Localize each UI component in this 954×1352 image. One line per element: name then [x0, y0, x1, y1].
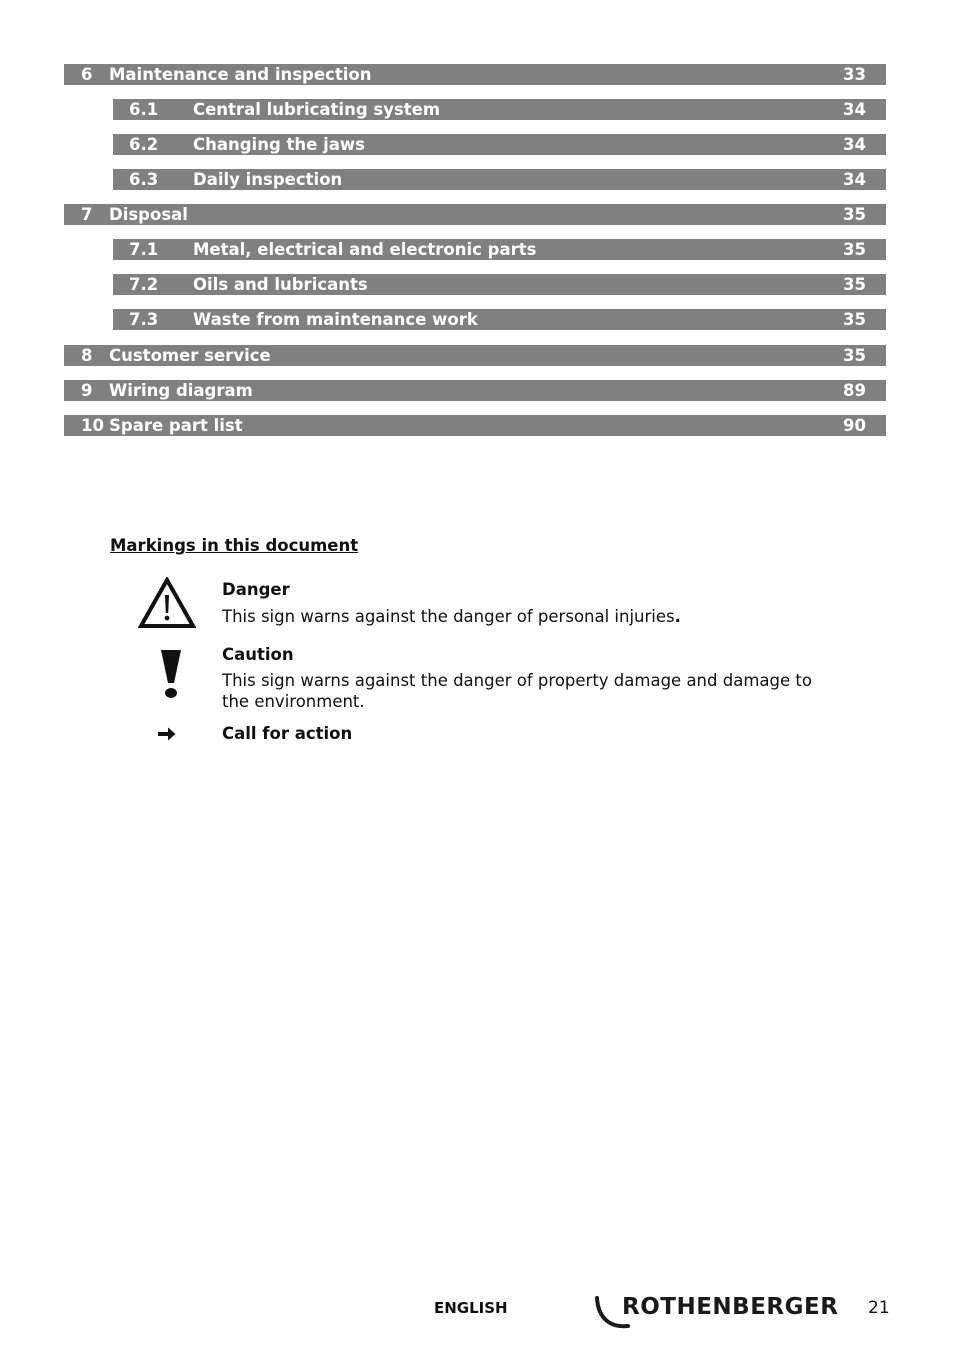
toc-entry[interactable]	[113, 169, 886, 190]
caution-text: This sign warns against the danger of property damage and damage to the environment.	[222, 671, 812, 711]
toc-page: 35	[843, 346, 866, 365]
toc-title: Customer service	[109, 346, 271, 365]
warning-triangle-icon	[138, 577, 196, 633]
toc-title: Daily inspection	[193, 170, 343, 189]
toc-entry[interactable]	[113, 99, 886, 120]
toc-page: 35	[843, 310, 866, 329]
toc-page: 34	[843, 170, 866, 189]
toc-page: 34	[843, 135, 866, 154]
toc-title: Maintenance and inspection	[109, 65, 372, 84]
toc-page: 35	[843, 240, 866, 259]
toc-number: 7	[81, 205, 93, 224]
arrow-right-icon	[157, 726, 177, 746]
toc-title: Spare part list	[109, 416, 243, 435]
exclamation-icon	[159, 649, 183, 703]
toc-number: 7.2	[129, 275, 159, 294]
toc-number: 6.2	[129, 135, 159, 154]
toc-title: Disposal	[109, 205, 188, 224]
toc-page: 35	[843, 205, 866, 224]
toc-page: 35	[843, 275, 866, 294]
toc-number: 8	[81, 346, 93, 365]
toc-number: 6.3	[129, 170, 159, 189]
danger-title: Danger	[222, 580, 290, 599]
logo-text: ROTHENBERGER	[622, 1294, 839, 1320]
toc-page: 90	[843, 416, 866, 435]
toc-entry[interactable]	[113, 309, 886, 330]
toc-title: Oils and lubricants	[193, 275, 368, 294]
toc-entry[interactable]	[64, 204, 886, 225]
toc-entry[interactable]	[64, 415, 886, 436]
toc-entry[interactable]	[64, 380, 886, 401]
toc-page: 89	[843, 381, 866, 400]
toc-entry[interactable]	[113, 239, 886, 260]
toc-title: Metal, electrical and electronic parts	[193, 240, 537, 259]
toc-entry[interactable]	[64, 345, 886, 366]
toc-entry[interactable]	[113, 274, 886, 295]
toc-number: 7.1	[129, 240, 159, 259]
footer-language: ENGLISH	[434, 1299, 508, 1317]
toc-title: Waste from maintenance work	[193, 310, 478, 329]
danger-text	[222, 606, 842, 627]
toc-entry[interactable]	[64, 64, 886, 85]
toc-number: 6	[81, 65, 93, 84]
toc-number: 6.1	[129, 100, 159, 119]
action-title: Call for action	[222, 724, 353, 743]
toc-title: Central lubricating system	[193, 100, 441, 119]
danger-text-end: .	[674, 607, 681, 626]
toc-title: Wiring diagram	[109, 381, 253, 400]
toc-number: 9	[81, 381, 93, 400]
toc-page: 33	[843, 65, 866, 84]
caution-title: Caution	[222, 645, 294, 664]
toc-page: 34	[843, 100, 866, 119]
markings-heading: Markings in this document	[110, 536, 359, 555]
toc-entry[interactable]	[113, 134, 886, 155]
toc-number: 7.3	[129, 310, 159, 329]
page-number: 21	[868, 1298, 890, 1318]
toc-number: 10	[81, 416, 104, 435]
danger-text-body: This sign warns against the danger of personal injuries	[222, 607, 675, 626]
toc-title: Changing the jaws	[193, 135, 365, 154]
